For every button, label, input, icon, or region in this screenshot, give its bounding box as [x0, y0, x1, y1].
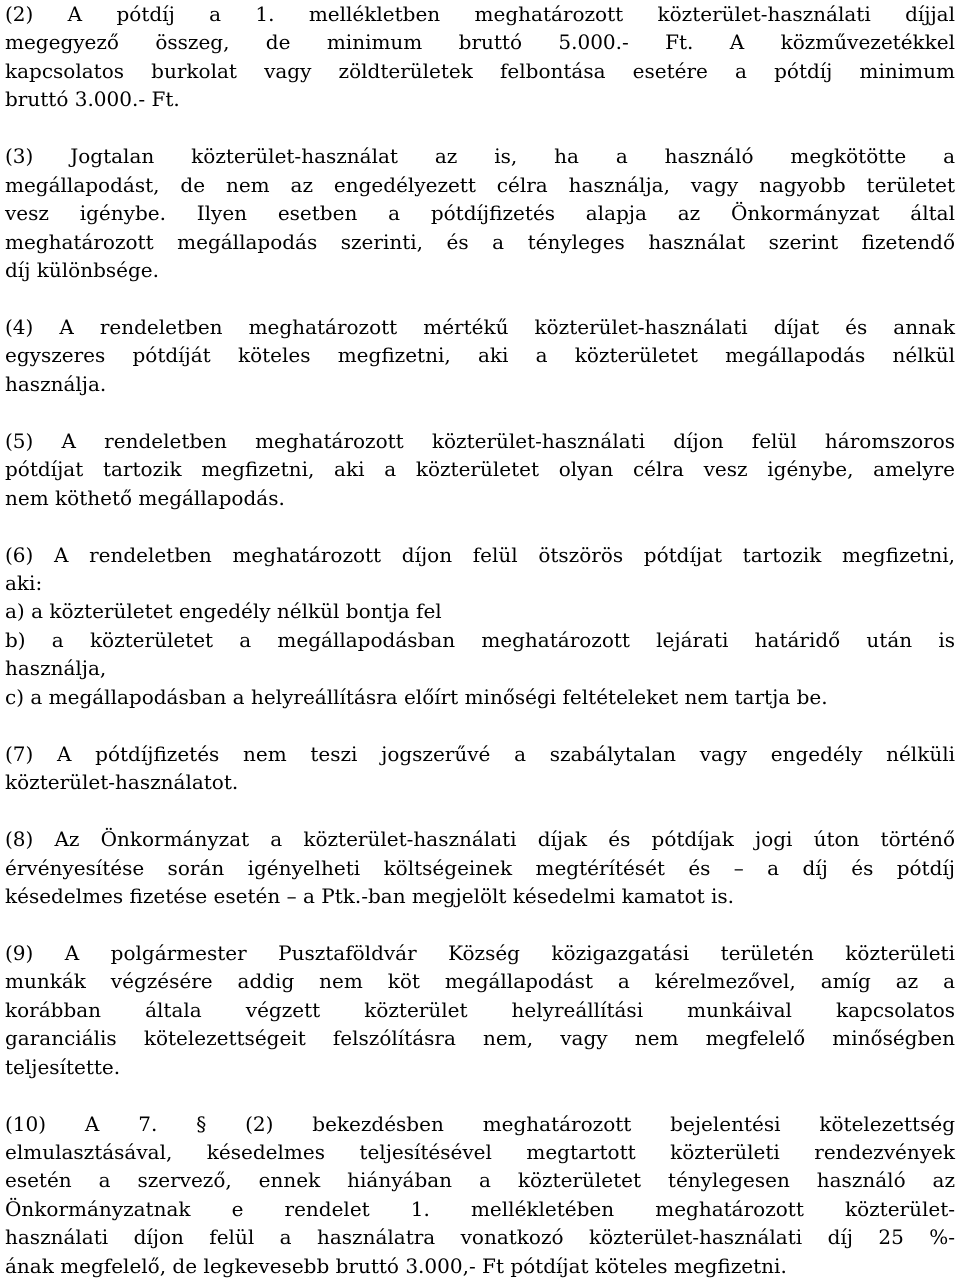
paragraph: [5, 142, 955, 284]
text-line: pótdíjat tartozik megfizetni, aki a közterületet olyan célra vesz igénybe, amelyre: [5, 457, 955, 482]
text-line: teljesítette.: [5, 1054, 121, 1079]
text-line: közterület-használatot.: [5, 770, 239, 795]
paragraph: [5, 313, 955, 398]
paragraph: [5, 740, 955, 797]
text-line: ának megfelelő, de legkevesebb bruttó 3.000,- Ft pótdíjat köteles megfizetni.: [5, 1253, 787, 1278]
text-line: díj különbsége.: [5, 258, 159, 283]
text-line: (4) A rendeletben meghatározott mértékű közterület-használati díjat és annak: [5, 314, 955, 339]
paragraph: [5, 0, 955, 114]
text-line: (6) A rendeletben meghatározott díjon felül ötszörös pótdíjat tartozik megfizetni,: [5, 542, 955, 567]
text-line: használja,: [5, 656, 107, 681]
paragraph: [5, 1110, 955, 1281]
text-line: késedelmes fizetése esetén – a Ptk.-ban megjelölt késedelmi kamatot is.: [5, 883, 735, 908]
text-line: (5) A rendeletben meghatározott közterület-használati díjon felül háromszoros: [5, 428, 955, 453]
text-line: vesz igénybe. Ilyen esetben a pótdíjfizetés alapja az Önkormányzat által: [5, 201, 955, 226]
paragraph: [5, 541, 955, 712]
text-line: b) a közterületet a megállapodásban meghatározott lejárati határidő után is: [5, 627, 955, 652]
text-line: aki:: [5, 571, 43, 595]
text-line: meghatározott megállapodás szerinti, és a tényleges használat szerint fizetendő: [5, 229, 955, 254]
text-line: elmulasztásával, késedelmes teljesítésével megtartott közterületi rendezvények: [5, 1140, 955, 1164]
text-line: érvényesítése során igényelheti költségeinek megtérítését és – a díj és pótdíj: [5, 855, 955, 880]
text-line: (8) Az Önkormányzat a közterület-használati díjak és pótdíjak jogi úton történő: [5, 827, 955, 852]
text-line: c) a megállapodásban a helyreállításra előírt minőségi feltételeket nem tartja be.: [5, 684, 828, 709]
text-line: bruttó 3.000.- Ft.: [5, 87, 180, 112]
text-line: kapcsolatos burkolat vagy zöldterületek felbontása esetére a pótdíj minimum: [5, 58, 955, 83]
text-line: korábban általa végzett közterület helyreállítási munkáival kapcsolatos: [5, 997, 955, 1022]
text-line: (10) A 7. § (2) bekezdésben meghatározott bejelentési kötelezettség: [5, 1111, 955, 1136]
paragraph: [5, 427, 955, 512]
text-line: egyszeres pótdíját köteles megfizetni, aki a közterületet megállapodás nélkül: [5, 343, 955, 368]
text-line: (7) A pótdíjfizetés nem teszi jogszerűvé a szabálytalan vagy engedély nélküli: [5, 741, 955, 766]
text-line: megállapodást, de nem az engedélyezett célra használja, vagy nagyobb területet: [5, 172, 955, 197]
text-line: használati díjon felül a használatra vonatkozó közterület-használati díj 25 %-: [5, 1225, 955, 1250]
text-line: a) a közterületet engedély nélkül bontja fel: [5, 599, 442, 624]
text-line: garanciális kötelezettségeit felszólításra nem, vagy nem megfelelő minőségben: [5, 1026, 955, 1051]
text-line: esetén a szervező, ennek hiányában a közterületet ténylegesen használó az: [5, 1168, 955, 1193]
text-line: (3) Jogtalan közterület-használat az is, ha a használó megkötötte a: [5, 144, 955, 169]
text-line: munkák végzésére addig nem köt megállapodást a kérelmezővel, amíg az a: [5, 969, 955, 994]
text-line: (9) A polgármester Pusztaföldvár Község közigazgatási területén közterületi: [5, 940, 955, 965]
paragraph: [5, 939, 955, 1081]
text-line: Önkormányzatnak e rendelet 1. mellékletében meghatározott közterület-: [5, 1196, 955, 1221]
text-line: (2) A pótdíj a 1. mellékletben meghatározott közterület-használati díjjal: [5, 2, 955, 26]
text-line: használja.: [5, 371, 107, 396]
paragraph: [5, 825, 955, 910]
text-line: nem köthető megállapodás.: [5, 485, 285, 510]
text-line: megegyező összeg, de minimum bruttó 5.000.- Ft. A közművezetékkel: [5, 30, 955, 55]
